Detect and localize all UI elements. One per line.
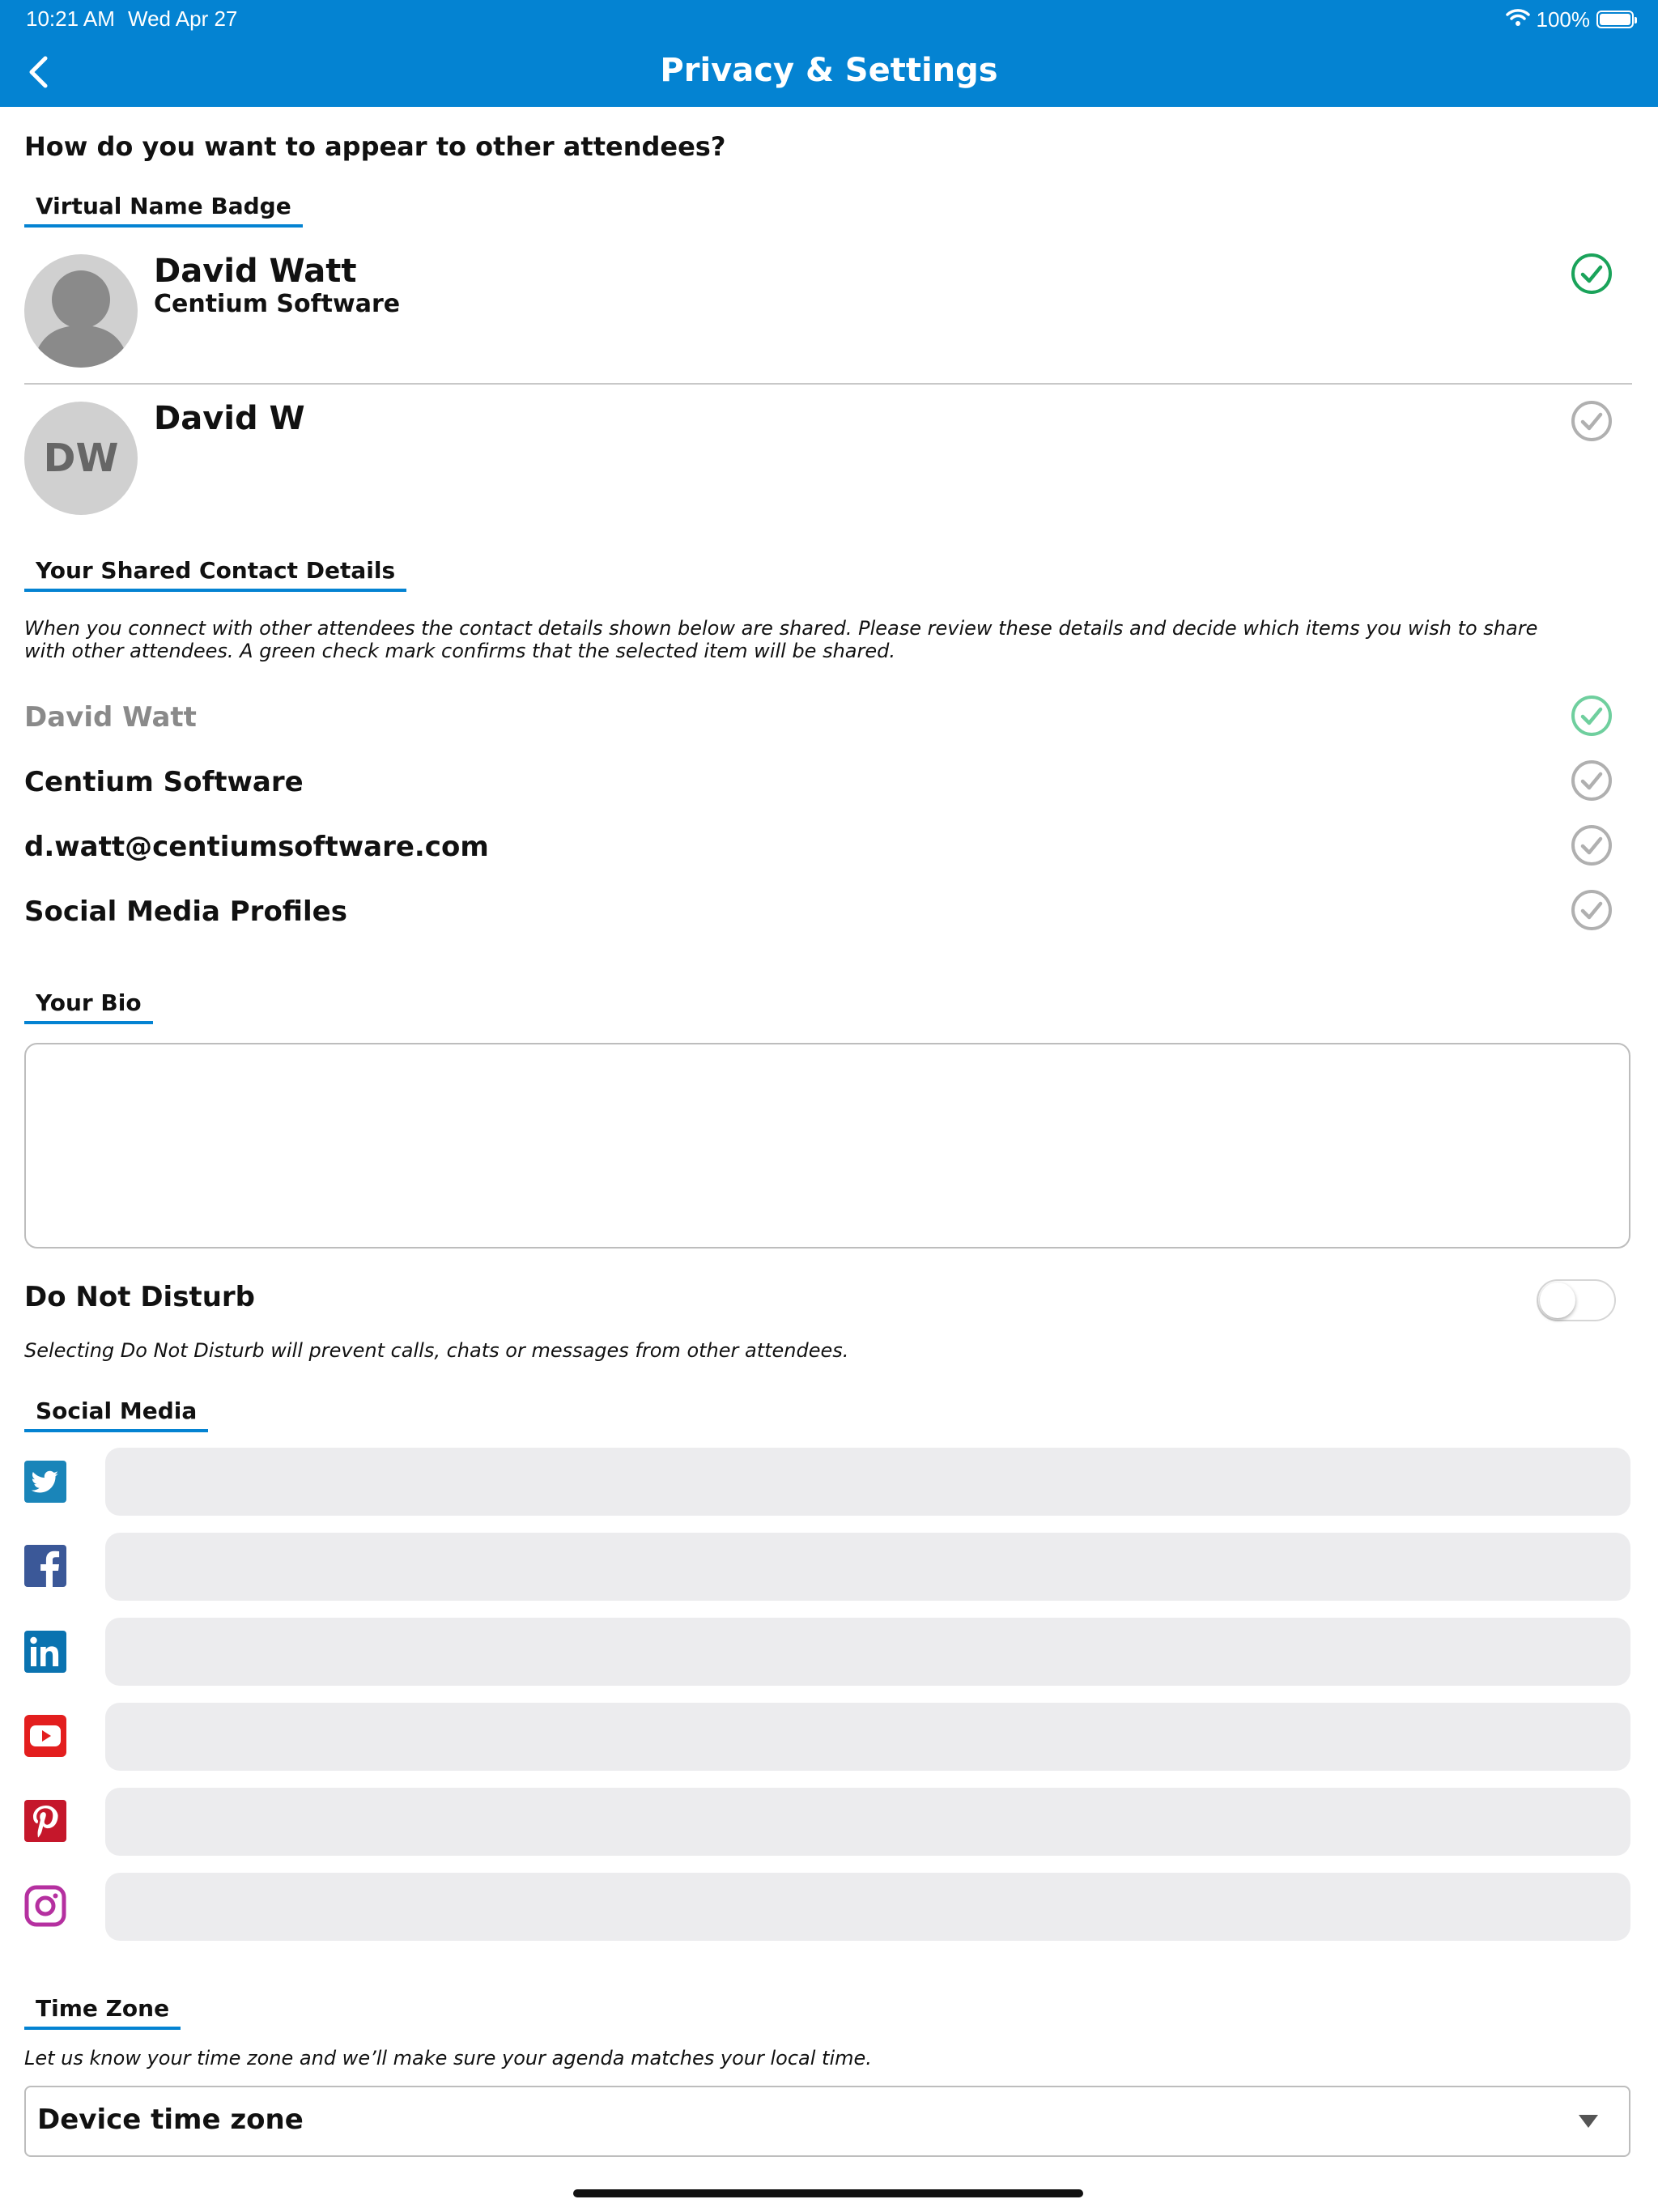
do-not-disturb-description: Selecting Do Not Disturb will prevent calls, chats or messages from other attendees. <box>24 1339 849 1362</box>
contact-item-email[interactable] <box>0 824 1658 871</box>
time-zone-selected: Device time zone <box>37 2104 304 2136</box>
badge-name: David Watt <box>154 253 357 290</box>
battery-percent: 100% <box>1536 6 1590 32</box>
contact-item-label: David Watt <box>24 701 197 734</box>
section-label-bio: Your Bio <box>24 989 153 1024</box>
status-date: Wed Apr 27 <box>128 6 238 31</box>
section-label-shared-contact: Your Shared Contact Details <box>24 557 406 592</box>
shared-contact-description: When you connect with other attendees the contact details shown below are shared. Please review these details and decide which items you wish to share with other attendees. A green check mark confirms that the selected item will be shared. <box>24 617 1538 662</box>
badge-option-full-name[interactable] <box>0 243 1658 381</box>
badge-name: David W <box>154 400 305 437</box>
linkedin-icon <box>24 1631 66 1673</box>
avatar <box>24 254 138 368</box>
instagram-icon <box>24 1885 66 1927</box>
pinterest-input[interactable] <box>105 1788 1630 1856</box>
linkedin-input[interactable] <box>105 1618 1630 1686</box>
person-placeholder-icon <box>24 254 138 368</box>
badge-company: Centium Software <box>154 290 401 318</box>
twitter-icon <box>24 1461 66 1503</box>
pinterest-icon <box>24 1800 66 1842</box>
home-indicator <box>573 2189 1083 2197</box>
check-circle-unselected-icon[interactable] <box>1571 889 1613 931</box>
status-right <box>1506 6 1635 32</box>
battery-icon <box>1596 11 1634 28</box>
check-circle-selected-icon[interactable] <box>1571 695 1613 737</box>
bio-textarea[interactable] <box>24 1043 1630 1249</box>
contact-item-name[interactable] <box>0 695 1658 742</box>
do-not-disturb-label: Do Not Disturb <box>24 1281 255 1313</box>
youtube-icon <box>24 1715 66 1757</box>
contact-item-label: d.watt@centiumsoftware.com <box>24 831 489 863</box>
avatar-initials: DW <box>24 402 138 515</box>
time-zone-description: Let us know your time zone and we’ll make sure your agenda matches your local time. <box>24 2047 872 2069</box>
check-circle-unselected-icon[interactable] <box>1571 759 1613 802</box>
appearance-question: How do you want to appear to other attendees? <box>24 131 726 162</box>
facebook-input[interactable] <box>105 1533 1630 1601</box>
facebook-icon <box>24 1545 66 1587</box>
nav-header <box>0 0 1658 107</box>
section-label-time-zone: Time Zone <box>24 1995 181 2030</box>
do-not-disturb-toggle[interactable] <box>1537 1279 1616 1321</box>
twitter-input[interactable] <box>105 1448 1630 1516</box>
check-circle-selected-icon[interactable] <box>1571 253 1613 295</box>
toggle-knob <box>1540 1283 1575 1318</box>
section-label-name-badge: Virtual Name Badge <box>24 193 303 228</box>
dropdown-arrow-icon <box>1579 2115 1598 2128</box>
contact-item-company[interactable] <box>0 759 1658 806</box>
youtube-input[interactable] <box>105 1703 1630 1771</box>
badge-option-short-name[interactable] <box>0 389 1658 526</box>
check-circle-unselected-icon[interactable] <box>1571 824 1613 866</box>
page-title: Privacy & Settings <box>660 52 998 89</box>
wifi-icon <box>1506 7 1530 32</box>
contact-item-social-profiles[interactable] <box>0 889 1658 936</box>
status-time: 10:21 AM <box>26 6 115 31</box>
time-zone-select[interactable] <box>24 2086 1630 2157</box>
section-label-social-media: Social Media <box>24 1397 208 1432</box>
divider <box>24 383 1632 385</box>
check-circle-unselected-icon[interactable] <box>1571 400 1613 442</box>
contact-item-label: Centium Software <box>24 766 304 798</box>
contact-item-label: Social Media Profiles <box>24 895 347 928</box>
instagram-input[interactable] <box>105 1873 1630 1941</box>
